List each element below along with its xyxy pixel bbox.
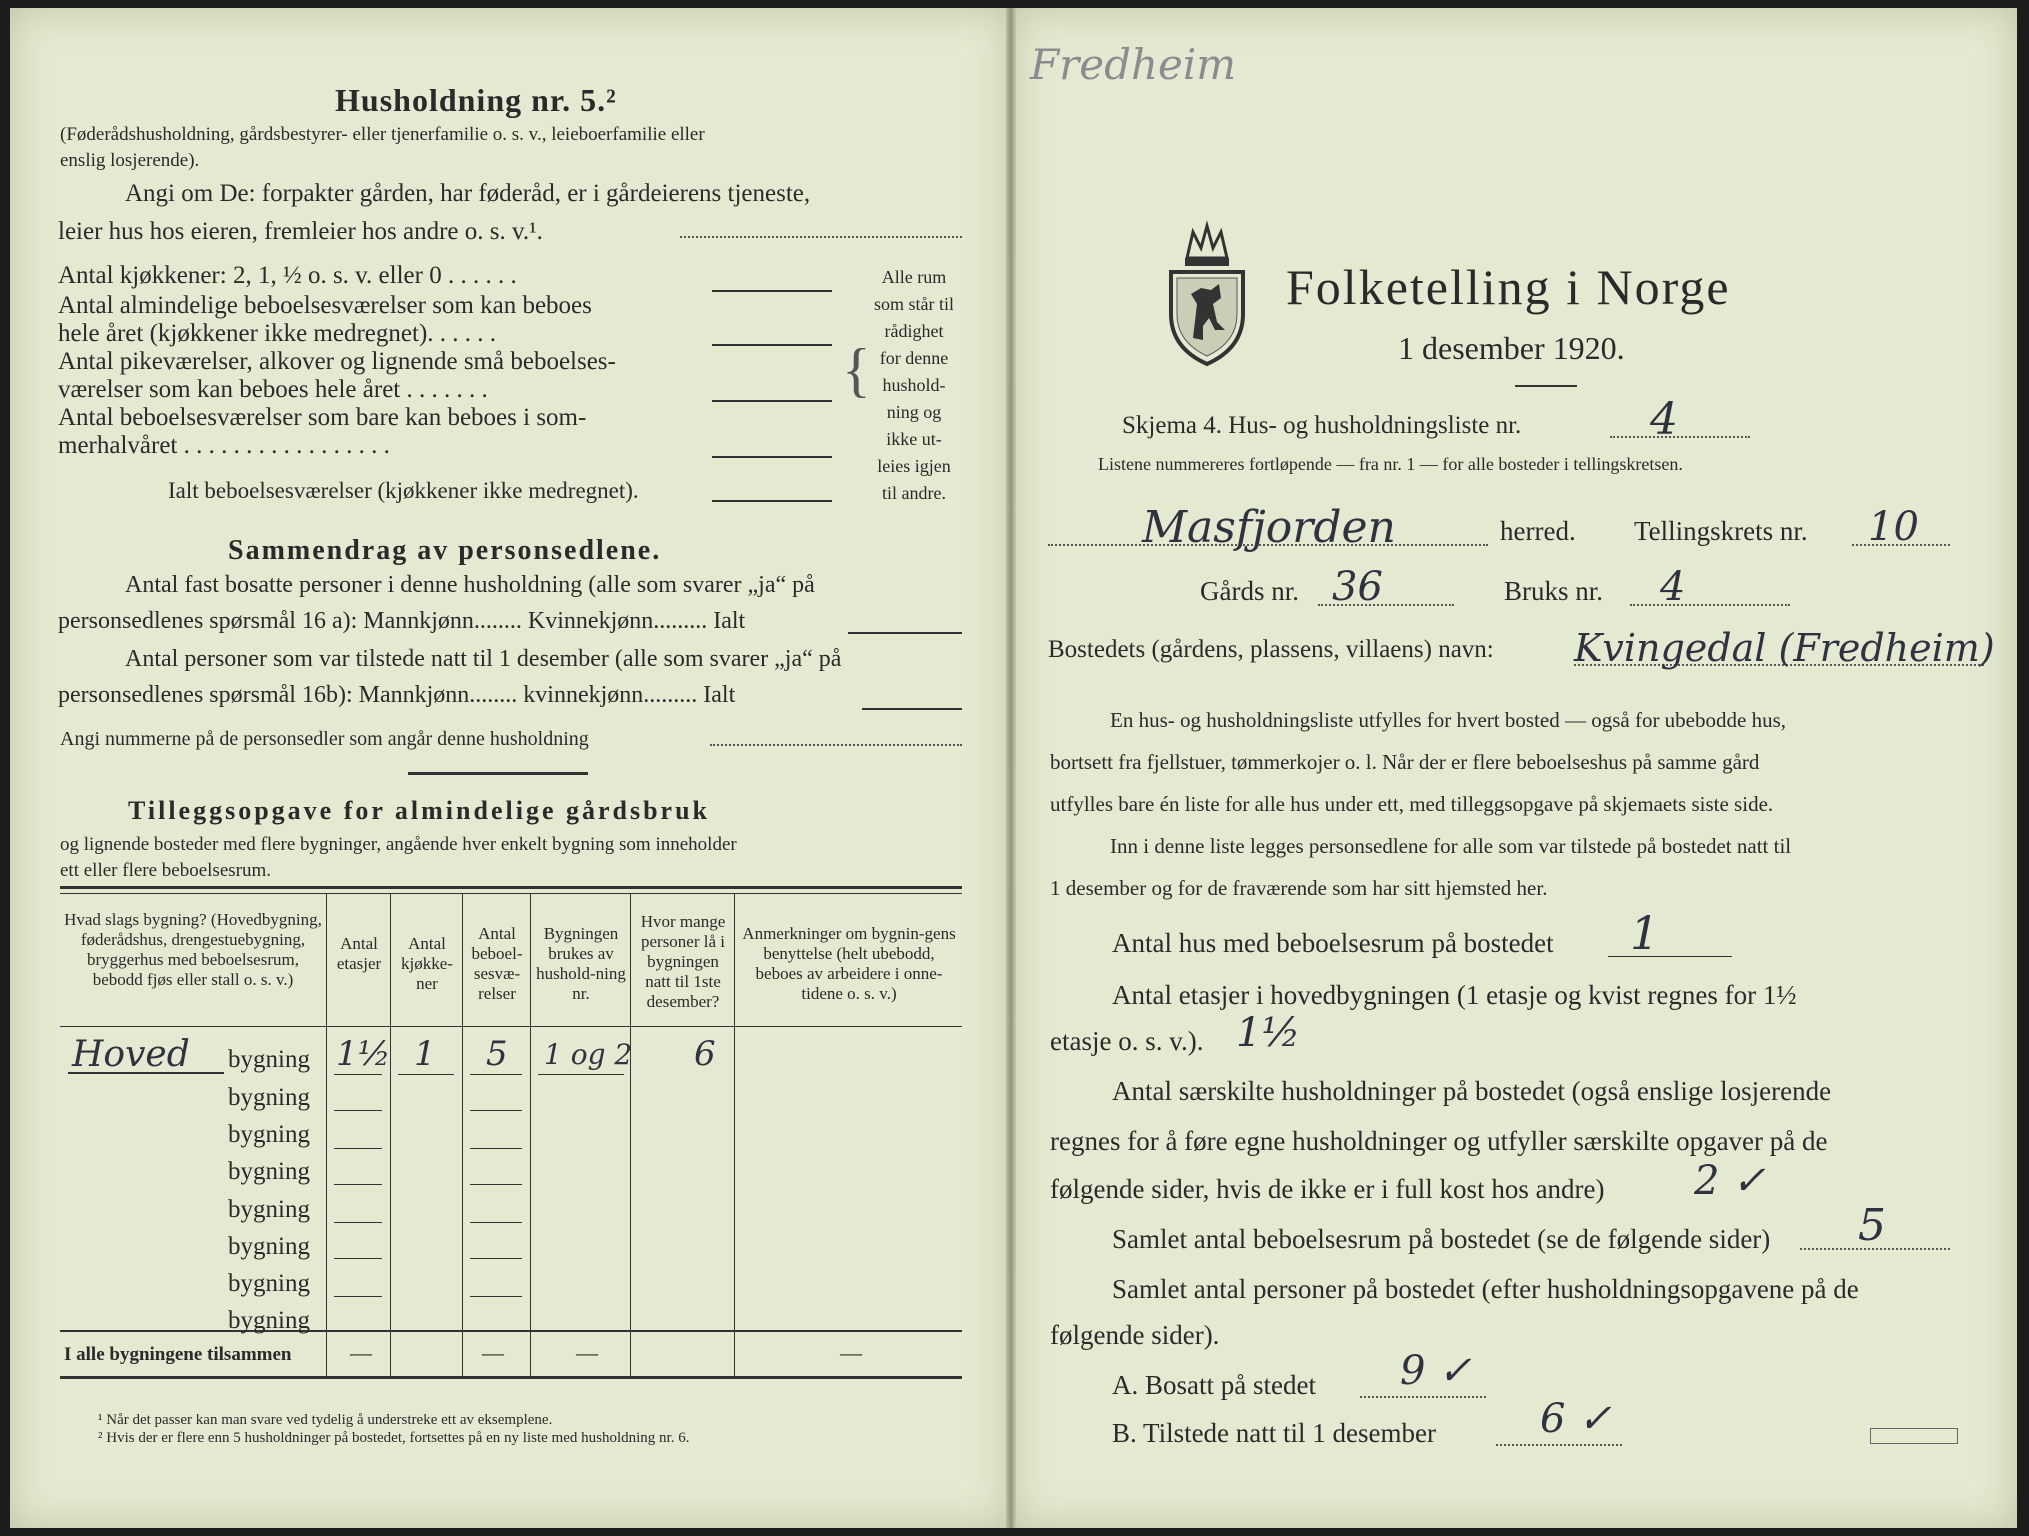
- rooms-question: Samlet antal beboelsesrum på bostedet (se de følgende sider): [1112, 1224, 1771, 1254]
- rooms-line-1: Antal almindelige beboelsesværelser som kan beboes: [58, 292, 592, 319]
- coat-of-arms-icon: [1163, 218, 1251, 368]
- rooms-answer-line: [712, 344, 832, 346]
- row-label: bygning: [228, 1196, 310, 1223]
- cell-line: [470, 1258, 522, 1259]
- floors-answer: 1½: [1236, 1010, 1301, 1056]
- total-dash: —: [576, 1340, 598, 1365]
- cell-line: [470, 1222, 522, 1223]
- resident-line: [1360, 1396, 1486, 1398]
- rooms-line-2: hele året (kjøkkener ikke medregnet). . . . . .: [58, 320, 497, 347]
- persons-question-2: følgende sider).: [1050, 1320, 1220, 1350]
- printer-stamp: [1870, 1428, 1958, 1444]
- instructions-line-5: 1 desember og for de fraværende som har sitt hjemsted her.: [1050, 876, 1548, 900]
- numbering-note: Listene nummereres fortløpende — fra nr. 1 — for alle bosteder i tellingskretsen.: [1098, 454, 1683, 474]
- summary-line-3: Antal personer som var tilstede natt til 1 desember (alle som svarer „ja“ på: [125, 646, 842, 672]
- table-top-rule: [60, 886, 962, 889]
- summer-rooms-answer-line: [712, 456, 832, 458]
- persons-question-1: Samlet antal personer på bostedet (efter husholdningsopgavene på de: [1112, 1274, 1859, 1304]
- addendum-line-2: ett eller flere beboelsesrum.: [60, 860, 272, 881]
- cell-line: [334, 1296, 382, 1297]
- angi-fill-line: [680, 236, 962, 238]
- side-note: [866, 264, 962, 507]
- instructions-line-1: En hus- og husholdningsliste utfylles for hvert bosted — også for ubebodde hus,: [1110, 708, 1786, 732]
- addendum-line-1: og lignende bosteder med flere bygninger, angående hver enkelt bygning som inneholder: [60, 834, 737, 855]
- table-total-rule: [60, 1330, 962, 1332]
- row-label: bygning: [228, 1046, 310, 1073]
- household-intro-2: enslig losjerende).: [60, 150, 200, 171]
- table-col-rule: [530, 894, 531, 1376]
- summary-line-5: Angi nummerne på de personsedler som angår denne husholdning: [60, 728, 589, 750]
- cell-line: [334, 1110, 382, 1111]
- col-header-kitchens: Antal kjøkke-ner: [401, 934, 453, 993]
- total-row-label: I alle bygningene tilsammen: [64, 1344, 292, 1365]
- district-number: 10: [1868, 504, 1919, 550]
- main-title: Folketelling i Norge: [1286, 259, 1731, 315]
- households-question-2: regnes for å føre egne husholdninger og utfyller særskilte opgaver på de: [1050, 1126, 1828, 1156]
- table-header-rule: [60, 1026, 962, 1027]
- row-label: bygning: [228, 1233, 310, 1260]
- col-header-floors: Antal etasjer: [336, 934, 382, 973]
- cell-line: [470, 1148, 522, 1149]
- holding-number-label: Bruks nr.: [1504, 576, 1604, 606]
- title-divider: [1515, 385, 1577, 387]
- maid-rooms-line-2: værelser som kan beboes hele året . . . . . . .: [58, 376, 488, 403]
- row-label: bygning: [228, 1158, 310, 1185]
- total-dash: —: [350, 1340, 372, 1365]
- angi-line-1: Angi om De: forpakter gården, har føderåd, er i gårdeierens tjeneste,: [125, 180, 811, 207]
- summary-line-4: personsedlenes spørsmål 16b): Mannkjønn........ kvinnekjønn......... Ialt: [58, 682, 736, 708]
- holding-number: 4: [1660, 564, 1686, 610]
- houses-answer: 1: [1630, 906, 1660, 960]
- summary-line-1: Antal fast bosatte personer i denne husholdning (alle som svarer „ja“ på: [125, 572, 815, 598]
- cell-line: [334, 1222, 382, 1223]
- floors-question-1: Antal etasjer i hovedbygningen (1 etasje og kvist regnes for 1½: [1112, 980, 1797, 1010]
- cell-line: [398, 1074, 454, 1075]
- summary-line-2: personsedlenes spørsmål 16 a): Mannkjønn........ Kvinnekjønn......... Ialt: [58, 608, 746, 634]
- present-label: B. Tilstede natt til 1 desember: [1112, 1418, 1436, 1448]
- summary-divider: [408, 772, 588, 775]
- schema-label: Skjema 4. Hus- og husholdningsliste nr.: [1122, 412, 1522, 439]
- resident-answer: 9 ✓: [1400, 1348, 1472, 1394]
- municipality-label: herred.: [1500, 516, 1576, 546]
- row-label: bygning: [228, 1307, 310, 1334]
- schema-number-line: [1610, 436, 1750, 438]
- side-note-line: leies igjen: [877, 456, 951, 476]
- angi-line-2: leier hus hos eieren, fremleier hos andre o. s. v.¹.: [58, 218, 543, 245]
- side-note-line: rådighet: [884, 321, 944, 341]
- table-col-rule: [630, 894, 631, 1376]
- row-label: bygning: [228, 1084, 310, 1111]
- row1-building-type: Hoved: [72, 1034, 190, 1075]
- footnote-1: ¹ Når det passer kan man svare ved tydelig å understreke ett av eksemplene.: [98, 1412, 553, 1428]
- cell-line: [470, 1110, 522, 1111]
- summer-rooms-line-2: merhalvåret . . . . . . . . . . . . . . . . .: [58, 432, 390, 459]
- row1-floors: 1½: [336, 1034, 391, 1074]
- side-note-line: hushold-: [882, 375, 946, 395]
- col-header-rooms: Antal beboel-sesvæ-relser: [471, 924, 523, 1003]
- table-bottom-rule: [60, 1376, 962, 1379]
- row1-persons: 6: [694, 1034, 716, 1074]
- corner-handwriting: Fredheim: [1030, 40, 1237, 89]
- brace-mark: {: [842, 337, 871, 403]
- total-dash: —: [482, 1340, 504, 1365]
- table-col-rule: [734, 894, 735, 1376]
- residence-name-label: Bostedets (gårdens, plassens, villaens) navn:: [1048, 636, 1494, 663]
- row1-rooms: 5: [486, 1034, 508, 1074]
- page-fold: [1006, 8, 1016, 1528]
- present-line: [1496, 1444, 1622, 1446]
- farm-number: 36: [1332, 564, 1383, 610]
- cell-line: [470, 1074, 522, 1075]
- cell-line: [470, 1296, 522, 1297]
- household-intro-1: (Føderådshusholdning, gårdsbestyrer- eller tjenerfamilie o. s. v., leieboerfamilie eller: [60, 124, 705, 145]
- side-note-line: Alle rum: [881, 267, 947, 287]
- col-header-building-type: Hvad slags bygning? (Hovedbygning, føderådshus, drengestuebygning, bryggerhus med beboelsesrum, bebodd fjøs eller stall o. s. v.): [64, 910, 322, 989]
- residence-name: Kvingedal (Fredheim): [1574, 626, 1995, 670]
- kitchens-answer-line: [712, 290, 832, 292]
- col-header-remarks: Anmerkninger om bygnin-gens benyttelse (helt ubebodd, beboes av arbeidere i onne-tidene o. s. v.): [742, 924, 956, 1003]
- kitchens-line: Antal kjøkkener: 2, 1, ½ o. s. v. eller 0 . . . . . .: [58, 262, 517, 289]
- col-header-household: Bygningen brukes av hushold-ning nr.: [536, 924, 626, 1003]
- table-top-rule-thin: [60, 893, 962, 894]
- maid-rooms-line-1: Antal pikeværelser, alkover og lignende små beboelses-: [58, 348, 616, 375]
- rooms-answer: 5: [1858, 1200, 1886, 1251]
- municipality-name: Masfjorden: [1142, 502, 1396, 553]
- total-dash: —: [840, 1340, 862, 1365]
- table-col-rule: [462, 894, 463, 1376]
- schema-number: 4: [1650, 394, 1678, 445]
- farm-number-label: Gårds nr.: [1200, 576, 1299, 606]
- census-date: 1 desember 1920.: [1398, 330, 1625, 366]
- houses-question: Antal hus med beboelsesrum på bostedet: [1112, 928, 1554, 958]
- holding-number-line: [1630, 604, 1790, 606]
- instructions-line-2: bortsett fra fjellstuer, tømmerkojer o. l. Når der er flere beboelseshus på samme gård: [1050, 750, 1760, 774]
- row-label: bygning: [228, 1270, 310, 1297]
- household-title: Husholdning nr. 5.²: [335, 82, 617, 118]
- side-note-line: som står til: [874, 294, 954, 314]
- resident-label: A. Bosatt på stedet: [1112, 1370, 1316, 1400]
- maid-rooms-answer-line: [712, 400, 832, 402]
- district-label: Tellingskrets nr.: [1634, 516, 1808, 546]
- addendum-heading: Tilleggsopgave for almindelige gårdsbruk: [128, 796, 711, 825]
- side-note-line: ning og: [886, 402, 942, 422]
- side-note-line: til andre.: [882, 483, 946, 503]
- floors-question-2: etasje o. s. v.).: [1050, 1026, 1204, 1056]
- cell-line: [334, 1184, 382, 1185]
- footnote-2: ² Hvis der er flere enn 5 husholdninger på bostedet, fortsettes på en ny liste med husholdning nr. 6.: [98, 1430, 690, 1446]
- cell-line: [470, 1184, 522, 1185]
- summary-heading: Sammendrag av personsedlene.: [228, 535, 662, 566]
- total-rooms-answer-line: [712, 500, 832, 502]
- table-col-rule: [326, 894, 327, 1376]
- side-note-line: for denne: [879, 348, 949, 368]
- cell-line: [334, 1258, 382, 1259]
- summary-numbers-line: [710, 744, 962, 746]
- row1-kitchens: 1: [414, 1034, 436, 1074]
- summary-total-2-line: [862, 708, 962, 710]
- summary-total-1-line: [848, 632, 962, 634]
- table-col-rule: [390, 894, 391, 1376]
- households-question-1: Antal særskilte husholdninger på bostedet (også enslige losjerende: [1112, 1076, 1832, 1106]
- row-label: bygning: [228, 1121, 310, 1148]
- row1-household: 1 og 2: [544, 1038, 633, 1071]
- cell-line: [334, 1148, 382, 1149]
- present-answer: 6 ✓: [1540, 1396, 1612, 1442]
- instructions-line-3: utfylles bare én liste for alle hus under ett, med tilleggsopgave på skjemaets siste side.: [1050, 792, 1774, 816]
- col-header-persons: Hvor mange personer lå i bygningen natt til 1ste desember?: [640, 912, 726, 1011]
- cell-line: [334, 1074, 382, 1075]
- side-note-line: ikke ut-: [886, 429, 942, 449]
- total-rooms-line: Ialt beboelsesværelser (kjøkkener ikke medregnet).: [168, 478, 639, 503]
- cell-line: [538, 1074, 624, 1075]
- summer-rooms-line-1: Antal beboelsesværelser som bare kan beboes i som-: [58, 404, 587, 431]
- households-question-3: følgende sider, hvis de ikke er i full kost hos andre): [1050, 1174, 1605, 1204]
- instructions-line-4: Inn i denne liste legges personsedlene for alle som var tilstede på bostedet natt til: [1110, 834, 1792, 858]
- houses-answer-line: [1608, 956, 1732, 957]
- households-answer: 2 ✓: [1694, 1158, 1766, 1204]
